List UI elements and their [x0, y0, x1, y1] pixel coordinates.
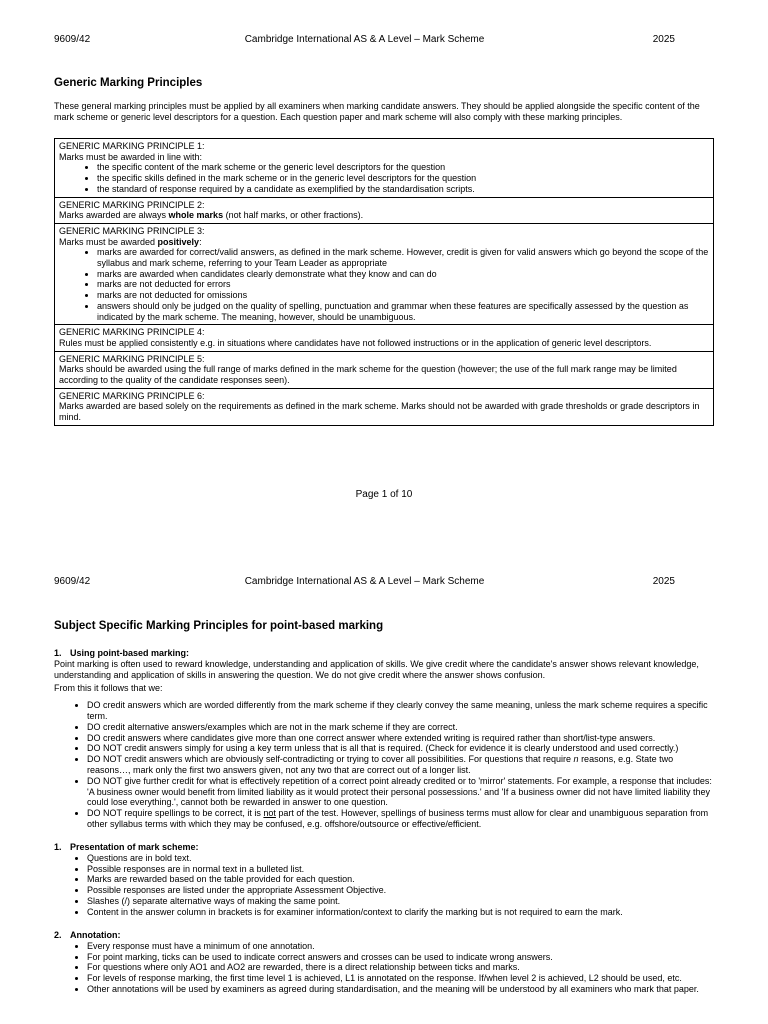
list-item: • Marks are rewarded based on the table provided for each question. [87, 874, 714, 885]
paper-code: 9609/42 [54, 34, 91, 45]
principle-4-cell [55, 325, 714, 351]
principle-1-heading: GENERIC MARKING PRINCIPLE 1: [59, 141, 205, 151]
page1-title: Generic Marking Principles [54, 77, 203, 89]
text-span: reasons, e.g. State two reasons…, mark only the first two answers given, not any two that are correct out of a longer list. [87, 754, 674, 775]
principle-6-cell [55, 388, 714, 425]
page2-title: Subject Specific Marking Principles for point-based marking [54, 620, 384, 632]
principle-3-row [55, 223, 714, 324]
principle-3-heading: GENERIC MARKING PRINCIPLE 3: [59, 225, 205, 236]
list-item: • Questions are in bold text. [87, 853, 714, 864]
principle-2-text [59, 210, 709, 221]
section-text: Point marking is often used to reward knowledge, understanding and application of skills. We give credit where the candidate's answer shows relevant knowledge, understanding and application of skills in answering the question. We do not give credit where the answer shows confusion. [54, 658, 699, 680]
list-item: • DO NOT give further credit for what is effectively repetition of a correct point already credited or to 'mirror' statements. For example, a response that includes: 'A business owner would benefit from limited liability as it would protect their personal possessions.' and 'If a business owner did not have limited liability they could lose everything.', cannot both be rewarded in answer to one question. [87, 776, 714, 808]
principle-5-heading: GENERIC MARKING PRINCIPLE 5: [59, 353, 205, 364]
principle-3-text [59, 237, 709, 248]
list-item: • Slashes (/) separate alternative ways of making the same point. [87, 896, 714, 907]
list-item: • DO credit alternative answers/examples which are not in the mark scheme if they are correct. [87, 722, 714, 733]
underlined-text: not [263, 808, 276, 819]
presentation-list [54, 853, 714, 918]
principle-2-row [55, 197, 714, 223]
list-item: • For point marking, ticks can be used to indicate correct answers and crosses can be used to indicate wrong answers. [87, 952, 714, 963]
section-heading [54, 842, 714, 853]
italic-text: n [573, 754, 579, 765]
list-item: • For levels of response marking, the first time level 1 is achieved, L1 is annotated on the response. If/when level 2 is achieved, L2 should be used, etc. [87, 973, 714, 984]
header-title: Cambridge International AS & A Level – Mark Scheme [244, 34, 485, 45]
list-item [87, 808, 714, 830]
text-span: Marks awarded are always [59, 210, 169, 221]
section-number: 1. [54, 842, 62, 852]
header-year: 2025 [652, 576, 675, 587]
text-span: (not half marks, or other fractions). [223, 210, 364, 221]
list-item: • marks are awarded for correct/valid answers, as defined in the mark scheme. However, credit is given for valid answers which go beyond the scope of the syllabus and mark scheme, referring to your Team Leader as appropriate [97, 247, 709, 268]
principle-5-cell [55, 351, 714, 388]
principle-4-text: Rules must be applied consistently e.g. in situations where candidates have not followed instructions or in the application of generic level descriptors. [59, 337, 652, 348]
text-span: part of the test. However, spellings of business terms must allow for clear and unambiguous separation from other syllabus terms with which they may be confused, e.g. offshore/outsource or effective/efficient. [87, 808, 709, 829]
bold-text: positively [157, 236, 200, 247]
list-item: • the standard of response required by a candidate as exemplified by the standardisation scripts. [97, 184, 709, 195]
list-item: • marks are not deducted for errors [97, 279, 709, 290]
text-span: DO NOT credit answers which are obviously self-contradicting or trying to cover all possibilities. For questions that require [87, 754, 574, 765]
principle-3-list [59, 247, 709, 322]
page-footer: Page 1 of 10 [355, 489, 413, 500]
principle-1-text: Marks must be awarded in line with: [59, 151, 203, 162]
principle-1-cell [55, 139, 714, 198]
list-item: • Every response must have a minimum of one annotation. [87, 941, 714, 952]
principle-4-row [55, 325, 714, 351]
list-item: • Content in the answer column in brackets is for examiner information/context to clarify the marking but is not required to earn the mark. [87, 907, 714, 918]
list-item: • Possible responses are in normal text in a bulleted list. [87, 864, 714, 875]
principle-5-text: Marks should be awarded using the full range of marks defined in the mark scheme for the question (however; the use of the full mark range may be limited according to the quality of the candidate responses seen). [59, 364, 677, 386]
list-item: • DO credit answers where candidates give more than one correct answer where extended writing is required rather than short/list-type answers. [87, 733, 714, 744]
principle-4-heading: GENERIC MARKING PRINCIPLE 4: [59, 327, 205, 338]
principle-1-row [55, 139, 714, 198]
principle-3-cell [55, 223, 714, 324]
list-item: • DO credit answers which are worded differently from the mark scheme if they clearly convey the same meaning, unless the mark scheme requires a specific term. [87, 700, 714, 722]
section-heading [54, 648, 714, 659]
section-heading-text: Presentation of mark scheme: [70, 842, 199, 852]
principle-1-list [59, 162, 709, 194]
principle-6-text: Marks awarded are based solely on the requirements as defined in the mark scheme. Marks should not be awarded with grade thresholds or grade descriptors in mind. [59, 401, 700, 423]
list-item: • marks are not deducted for omissions [97, 290, 709, 301]
principle-2-cell [55, 197, 714, 223]
section-heading-text: Annotation: [70, 930, 121, 940]
principle-2-heading: GENERIC MARKING PRINCIPLE 2: [59, 199, 205, 210]
header-year: 2025 [652, 34, 675, 45]
list-item: • DO NOT credit answers simply for using a key term unless that is all that is required. (Check for evidence it is clearly understood and used correctly.) [87, 743, 714, 754]
bold-text: whole marks [168, 210, 224, 221]
list-item: • Possible responses are listed under the appropriate Assessment Objective. [87, 885, 714, 896]
section-point-based-marking [54, 648, 714, 830]
header-title: Cambridge International AS & A Level – Mark Scheme [244, 576, 485, 587]
principle-5-row [55, 351, 714, 388]
list-item: • For questions where only AO1 and AO2 are rewarded, there is a direct relationship between ticks and marks. [87, 962, 714, 973]
section-presentation [54, 842, 714, 918]
list-item: • the specific skills defined in the mark scheme or in the generic level descriptors for the question [97, 173, 709, 184]
marking-principles-table [54, 138, 714, 426]
text-span: DO NOT require spellings to be correct, it is [87, 808, 264, 819]
section-heading [54, 930, 714, 941]
principle-6-row [55, 388, 714, 425]
text-span: Marks must be awarded [59, 236, 158, 247]
section-annotation [54, 930, 714, 995]
list-item: • the specific content of the mark scheme or the generic level descriptors for the question [97, 162, 709, 173]
list-item: • Other annotations will be used by examiners as agreed during standardisation, and the meaning will be understood by all examiners who mark that paper. [87, 984, 714, 995]
list-item: • answers should only be judged on the quality of spelling, punctuation and grammar when these features are specifically assessed by the question as indicated by the mark scheme. The meaning, however, should be unambiguous. [97, 301, 709, 322]
credit-rules-list [54, 700, 714, 830]
list-item [87, 754, 714, 776]
annotation-list [54, 941, 714, 995]
paper-code: 9609/42 [54, 576, 91, 587]
text-span: : [199, 236, 202, 247]
list-item: • marks are awarded when candidates clearly demonstrate what they know and can do [97, 269, 709, 280]
section-number: 1. [54, 648, 62, 658]
principle-6-heading: GENERIC MARKING PRINCIPLE 6: [59, 390, 205, 401]
section-number: 2. [54, 930, 62, 940]
intro-paragraph: These general marking principles must be applied by all examiners when marking candidate answers. They should be applied alongside the specific content of the mark scheme or generic level descriptors for a question. Each question paper and mark scheme will also comply with these marking principles. [54, 101, 700, 123]
section-heading-text: Using point-based marking: [70, 648, 190, 658]
section-follows-text: From this it follows that we: [54, 683, 163, 694]
